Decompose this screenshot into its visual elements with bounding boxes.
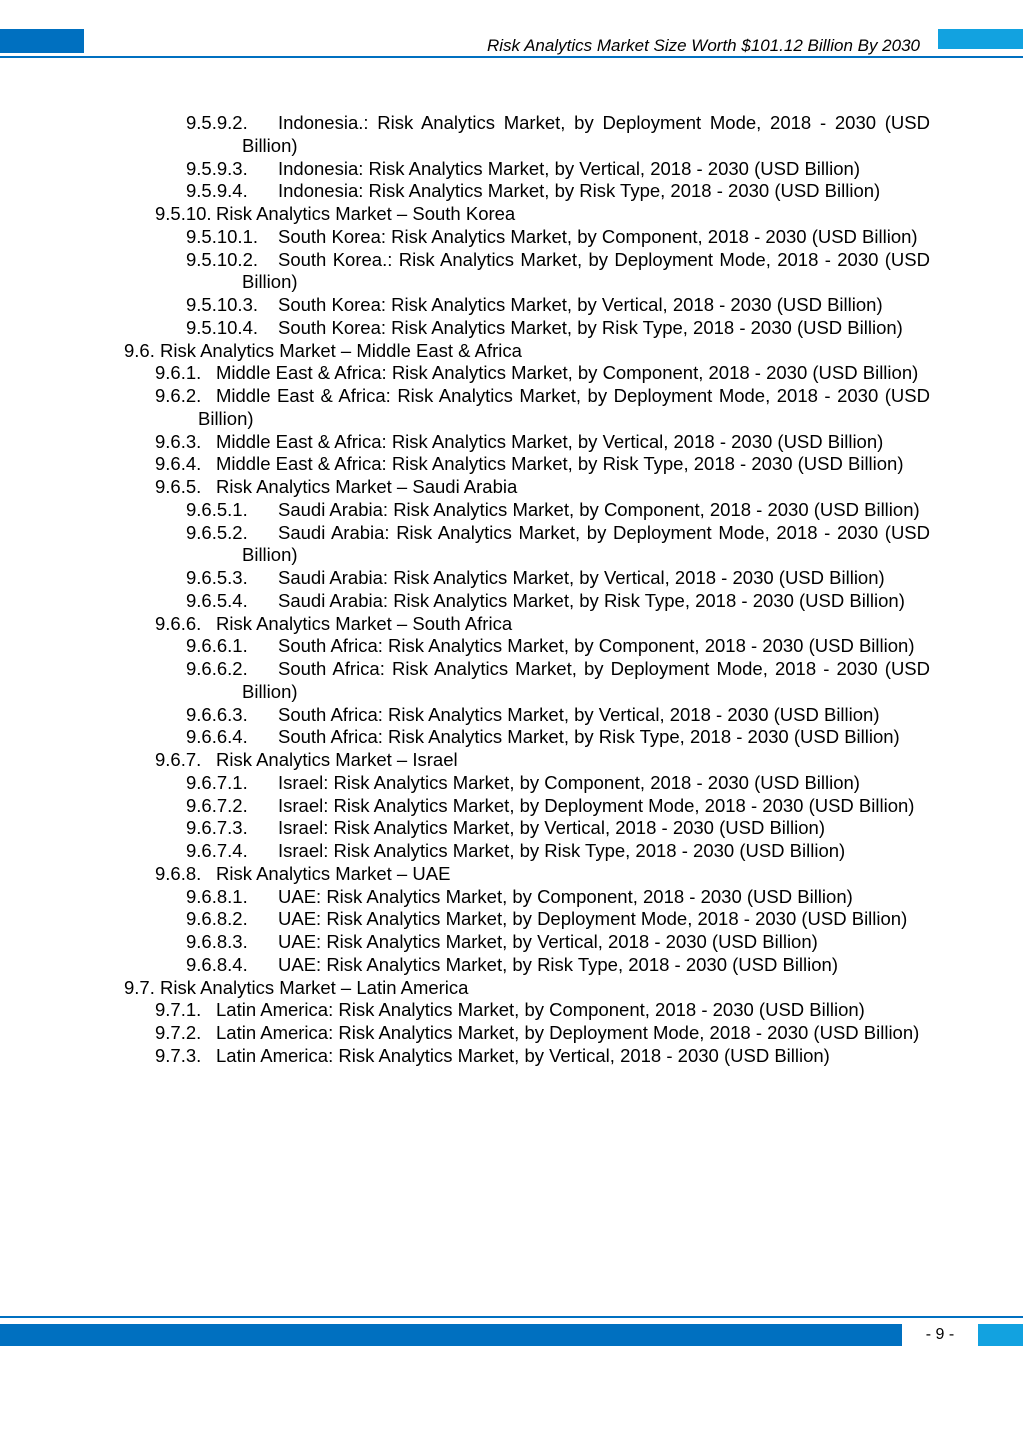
- toc-entry-text: UAE: Risk Analytics Market, by Component, 2018 - 2030 (USD Billion): [278, 885, 853, 907]
- toc-entry-number: 9.5.10.1.: [186, 225, 259, 247]
- toc-entry-text: Saudi Arabia: Risk Analytics Market, by Component, 2018 - 2030 (USD Billion): [278, 498, 920, 520]
- toc-entry: [0, 658, 1023, 704]
- toc-entry-text: Indonesia: Risk Analytics Market, by Risk Type, 2018 - 2030 (USD Billion): [278, 180, 881, 202]
- toc-entry-text: Risk Analytics Market – UAE: [216, 862, 451, 884]
- toc-entry-text: South Korea: Risk Analytics Market, by Component, 2018 - 2030 (USD Billion): [278, 225, 918, 247]
- footer-rule: [0, 1316, 1023, 1318]
- toc-entry-text: Latin America: Risk Analytics Market, by Vertical, 2018 - 2030 (USD Billion): [216, 1044, 830, 1066]
- toc-entry-text: UAE: Risk Analytics Market, by Risk Type, 2018 - 2030 (USD Billion): [278, 953, 839, 975]
- toc-entry-number: 9.6.7.: [155, 749, 202, 770]
- toc-entry-number: 9.7.2.: [155, 1022, 202, 1043]
- footer-accent-right: [978, 1324, 1023, 1346]
- toc-entry-text: Indonesia.: Risk Analytics Market, by Deployment Mode, 2018 - 2030 (USD Billion): [242, 112, 930, 156]
- toc-entry-text: South Korea.: Risk Analytics Market, by Deployment Mode, 2018 - 2030 (USD Billion): [242, 248, 930, 293]
- toc-entry-number: 9.6.2.: [155, 385, 202, 406]
- toc-entry-text: South Africa: Risk Analytics Market, by Vertical, 2018 - 2030 (USD Billion): [278, 703, 880, 725]
- toc-entry-text: Saudi Arabia: Risk Analytics Market, by Risk Type, 2018 - 2030 (USD Billion): [278, 589, 905, 611]
- toc-entry: [0, 795, 1023, 818]
- toc-entry: [0, 226, 1023, 249]
- toc-entry-number: 9.6.8.3.: [186, 931, 248, 952]
- toc-entry-number: 9.6.7.2.: [186, 794, 248, 816]
- toc-entry-number: 9.6.7.3.: [186, 817, 248, 839]
- toc-entry-text: Israel: Risk Analytics Market, by Vertical, 2018 - 2030 (USD Billion): [278, 817, 825, 839]
- toc-entry-number: 9.6.8.4.: [186, 953, 248, 975]
- toc-entry-text: Risk Analytics Market – Saudi Arabia: [216, 476, 518, 497]
- toc-entry: [0, 431, 1023, 454]
- toc-entry: [0, 1022, 1023, 1045]
- toc-entry-number: 9.6.5.: [155, 476, 202, 497]
- toc-entry: [0, 112, 1023, 158]
- toc-entry: [0, 999, 1023, 1022]
- toc-entry-number: 9.6.6.4.: [186, 726, 248, 748]
- toc-entry: [0, 613, 1023, 636]
- toc-entry: [0, 522, 1023, 568]
- toc-entry: [0, 203, 1023, 226]
- toc-entry-text: Middle East & Africa: Risk Analytics Market, by Risk Type, 2018 - 2030 (USD Billion): [216, 453, 904, 475]
- toc-entry-text: UAE: Risk Analytics Market, by Deployment Mode, 2018 - 2030 (USD Billion): [278, 908, 908, 930]
- toc-entry: [0, 863, 1023, 886]
- toc-entry-number: 9.6.5.4.: [186, 589, 248, 611]
- toc-entry-text: Risk Analytics Market – Israel: [216, 749, 458, 770]
- toc-entry-number: 9.6.8.2.: [186, 908, 248, 930]
- toc-entry-text: Saudi Arabia: Risk Analytics Market, by Vertical, 2018 - 2030 (USD Billion): [278, 567, 885, 588]
- toc-entry-number: 9.6.8.1.: [186, 885, 248, 907]
- toc-entry: [0, 749, 1023, 772]
- toc-entry-text: Risk Analytics Market – Middle East & Africa: [160, 339, 522, 361]
- toc-entry-number: 9.6.6.: [155, 612, 202, 634]
- toc-entry: [0, 1045, 1023, 1068]
- toc-entry-number: 9.7.3.: [155, 1044, 202, 1066]
- toc-entry: [0, 249, 1023, 295]
- toc-entry-number: 9.6.5.3.: [186, 567, 248, 588]
- toc-entry: [0, 840, 1023, 863]
- toc-entry: [0, 954, 1023, 977]
- toc-entry: [0, 499, 1023, 522]
- toc-entry-text: Latin America: Risk Analytics Market, by Component, 2018 - 2030 (USD Billion): [216, 999, 865, 1021]
- toc-entry-text: Indonesia: Risk Analytics Market, by Vertical, 2018 - 2030 (USD Billion): [278, 157, 860, 179]
- toc-entry-number: 9.5.9.2.: [186, 112, 248, 133]
- toc-entry-text: South Africa: Risk Analytics Market, by Risk Type, 2018 - 2030 (USD Billion): [278, 726, 900, 748]
- footer-bar: [0, 1324, 902, 1346]
- toc-entry-number: 9.6.6.3.: [186, 703, 248, 725]
- toc-entry-number: 9.6.6.1.: [186, 635, 248, 657]
- toc-entry-text: Risk Analytics Market – South Korea: [216, 203, 516, 224]
- toc-entry-text: South Africa: Risk Analytics Market, by Component, 2018 - 2030 (USD Billion): [278, 635, 915, 657]
- toc-entry-text: Israel: Risk Analytics Market, by Risk Type, 2018 - 2030 (USD Billion): [278, 840, 846, 861]
- toc-entry: [0, 886, 1023, 909]
- toc-entry-number: 9.7.1.: [155, 999, 202, 1021]
- header-accent-right: [938, 29, 1023, 49]
- toc-entry: [0, 931, 1023, 954]
- toc-entry-text: Risk Analytics Market – South Africa: [216, 612, 513, 634]
- toc-entry: [0, 294, 1023, 317]
- toc-entry: [0, 817, 1023, 840]
- header-rule: [0, 56, 1023, 58]
- toc-entry-number: 9.6.4.: [155, 453, 202, 475]
- toc-entry: [0, 635, 1023, 658]
- toc-entry: [0, 362, 1023, 385]
- toc-entry: [0, 385, 1023, 431]
- toc-entry-text: Middle East & Africa: Risk Analytics Market, by Vertical, 2018 - 2030 (USD Billion): [216, 430, 884, 452]
- toc-entry-text: Israel: Risk Analytics Market, by Deployment Mode, 2018 - 2030 (USD Billion): [278, 794, 915, 816]
- toc-entry-text: Middle East & Africa: Risk Analytics Market, by Component, 2018 - 2030 (USD Billion): [216, 362, 919, 384]
- toc-entry-number: 9.6.3.: [155, 430, 202, 452]
- toc-entry-number: 9.6.5.2.: [186, 521, 248, 543]
- toc-entry-text: Risk Analytics Market – Latin America: [160, 976, 469, 998]
- toc-entry: [0, 704, 1023, 727]
- toc-entry-text: Middle East & Africa: Risk Analytics Market, by Deployment Mode, 2018 - 2030 (USD Billion): [198, 385, 930, 429]
- toc-entry-text: South Korea: Risk Analytics Market, by Risk Type, 2018 - 2030 (USD Billion): [278, 316, 903, 338]
- toc-entry-text: Israel: Risk Analytics Market, by Component, 2018 - 2030 (USD Billion): [278, 771, 860, 793]
- toc-entry-text: UAE: Risk Analytics Market, by Vertical, 2018 - 2030 (USD Billion): [278, 931, 818, 952]
- header-accent-left: [0, 29, 84, 53]
- toc-entry-text: Latin America: Risk Analytics Market, by Deployment Mode, 2018 - 2030 (USD Billion): [216, 1022, 920, 1043]
- toc-entry-text: South Korea: Risk Analytics Market, by Vertical, 2018 - 2030 (USD Billion): [278, 294, 883, 315]
- toc-entry: [0, 340, 1023, 363]
- toc-entry: [0, 180, 1023, 203]
- toc-entry-number: 9.5.9.4.: [186, 180, 248, 202]
- toc-entry-number: 9.6.: [124, 339, 155, 361]
- toc-entry: [0, 317, 1023, 340]
- toc-entry-number: 9.6.8.: [155, 862, 202, 884]
- toc-entry-number: 9.7.: [124, 976, 155, 998]
- toc-entry-number: 9.5.10.3.: [186, 294, 259, 315]
- toc-entry-number: 9.6.7.1.: [186, 771, 248, 793]
- toc-entry-number: 9.6.7.4.: [186, 840, 248, 861]
- toc-entry-number: 9.5.10.: [155, 203, 212, 224]
- page-number: - 9 -: [925, 1326, 955, 1343]
- table-of-contents: [0, 112, 1023, 1068]
- toc-entry: [0, 158, 1023, 181]
- toc-entry-number: 9.5.9.3.: [186, 157, 248, 179]
- toc-entry: [0, 908, 1023, 931]
- toc-entry: [0, 476, 1023, 499]
- toc-entry-text: Saudi Arabia: Risk Analytics Market, by Deployment Mode, 2018 - 2030 (USD Billion): [242, 521, 930, 566]
- toc-entry: [0, 726, 1023, 749]
- toc-entry-number: 9.6.6.2.: [186, 658, 248, 679]
- toc-entry-text: South Africa: Risk Analytics Market, by Deployment Mode, 2018 - 2030 (USD Billion): [242, 658, 930, 702]
- header-title: Risk Analytics Market Size Worth $101.12 Billion By 2030: [486, 36, 920, 55]
- toc-entry: [0, 590, 1023, 613]
- toc-entry-number: 9.5.10.4.: [186, 316, 259, 338]
- toc-entry-number: 9.5.10.2.: [186, 248, 259, 270]
- toc-entry: [0, 977, 1023, 1000]
- toc-entry: [0, 567, 1023, 590]
- toc-entry: [0, 772, 1023, 795]
- toc-entry-number: 9.6.1.: [155, 362, 202, 384]
- toc-entry-number: 9.6.5.1.: [186, 498, 248, 520]
- toc-entry: [0, 453, 1023, 476]
